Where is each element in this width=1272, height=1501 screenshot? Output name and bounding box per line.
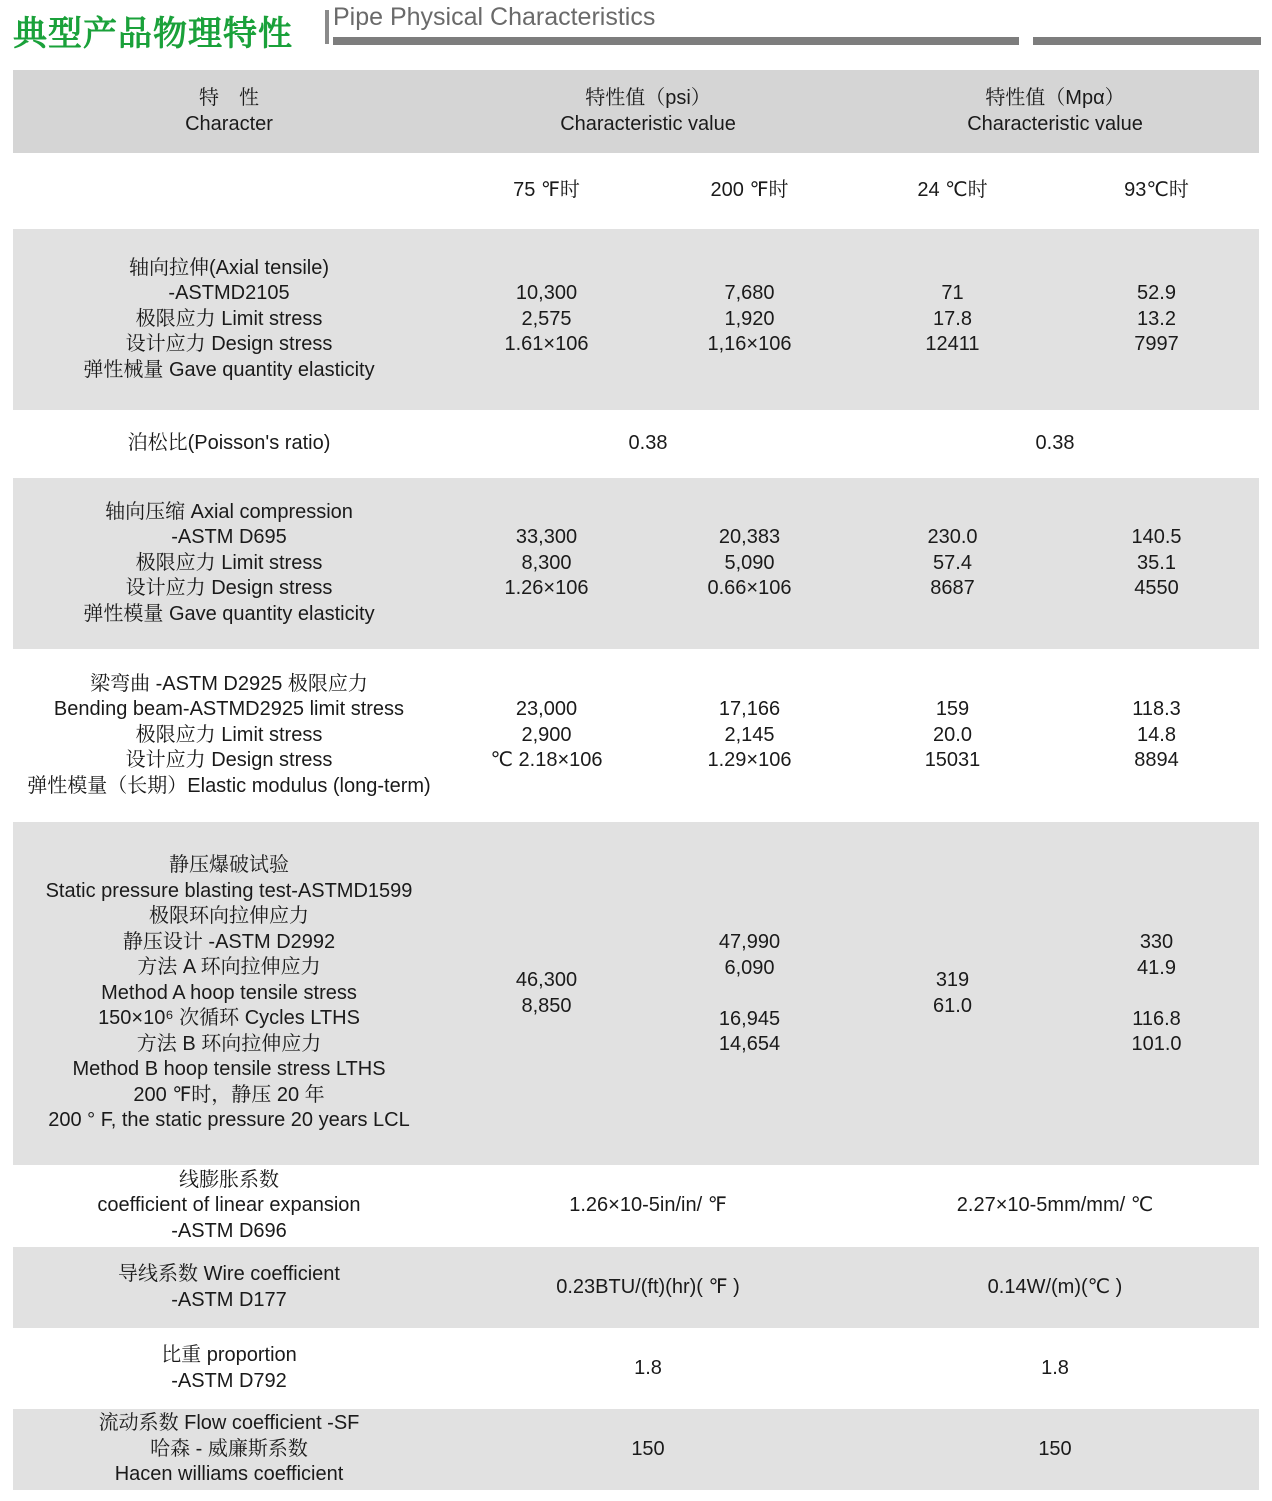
- row-static-pressure-c4: 330 41.9 116.8 101.0: [1131, 931, 1182, 1056]
- row-axial-compression-label: 轴向压缩 Axial compression -ASTM D695 极限应力 Limit stress 设计应力 Design stress 弹性模量 Gave quantity elasticity: [83, 500, 375, 625]
- row-axial-compression-c4: 140.5 35.1 4550: [1131, 526, 1182, 600]
- row-wire-label: 导线系数 Wire coefficient -ASTM D177: [118, 1263, 340, 1311]
- row-bending-c3: 159 20.0 15031: [924, 698, 981, 772]
- title-divider: [325, 10, 329, 44]
- row-proportion-psi: 1.8: [634, 1356, 662, 1379]
- row-static-pressure-c2: 47,990 6,090 16,945 14,654: [718, 931, 781, 1056]
- row-axial-tensile-c3: 71 17.8 12411: [925, 282, 980, 356]
- title-underline-short: [1033, 37, 1261, 45]
- temp-200f: 200 ℉时: [710, 179, 789, 202]
- row-wire-mpa: 0.14W/(m)(℃ ): [987, 1275, 1123, 1298]
- header-mpa: 特性值（Mpα） Characteristic value: [967, 87, 1143, 135]
- row-axial-tensile-label: 轴向拉伸(Axial tensile) -ASTMD2105 极限应力 Limit stress 设计应力 Design stress 弹性械量 Gave quantity elasticity: [83, 256, 375, 381]
- temp-93c: 93℃时: [1124, 179, 1189, 202]
- row-bending-c2: 17,166 2,145 1.29×106: [707, 698, 792, 772]
- row-flow-psi: 150: [631, 1437, 665, 1460]
- row-axial-compression-c2: 20,383 5,090 0.66×106: [707, 526, 792, 600]
- row-flow-mpa: 150: [1038, 1437, 1072, 1460]
- page-title: 典型产品物理特性: [13, 14, 293, 54]
- row-static-pressure-label: 静压爆破试验 Static pressure blasting test-ASTMD1599 极限环向拉伸应力 静压设计 -ASTM D2992 方法 A 环向拉伸应力 Method A hoop tensile stress 150×10⁶ 次循环 Cycles LTHS 方法 B 环向拉伸应力 Method B hoop tensile stress LTHS 200 ℉时，静压 20 年 200 ° F, the static pressure 20 years LCL: [45, 854, 413, 1132]
- row-axial-tensile-c1: 10,300 2,575 1.61×106: [504, 282, 589, 356]
- row-linear-expansion-label: 线膨胀系数 coefficient of linear expansion -ASTM D696: [97, 1168, 361, 1242]
- temp-75f: 75 ℉时: [513, 179, 580, 202]
- row-linear-expansion-mpa: 2.27×10-5mm/mm/ ℃: [956, 1194, 1154, 1217]
- page-subtitle: Pipe Physical Characteristics: [333, 3, 656, 31]
- title-underline-long: [333, 37, 1019, 45]
- row-flow-label: 流动系数 Flow coefficient -SF 哈森 - 威廉斯系数 Hacen williams coefficient: [98, 1412, 360, 1486]
- row-axial-compression-c3: 230.0 57.4 8687: [927, 526, 978, 600]
- row-static-pressure-c3: 319 61.0: [933, 969, 972, 1017]
- row-bending-c4: 118.3 14.8 8894: [1132, 698, 1181, 772]
- row-axial-tensile-c2: 7,680 1,920 1,16×106: [707, 282, 792, 356]
- row-poisson-psi: 0.38: [628, 432, 668, 455]
- temp-24c: 24 ℃时: [917, 179, 988, 202]
- row-axial-tensile-c4: 52.9 13.2 7997: [1134, 282, 1179, 356]
- header-character: 特 性 Character: [185, 87, 273, 135]
- row-static-pressure-c1: 46,300 8,850: [515, 969, 578, 1017]
- header-psi: 特性值（psi） Characteristic value: [560, 87, 736, 135]
- row-bending-c1: 23,000 2,900 ℃ 2.18×106: [490, 698, 603, 772]
- row-linear-expansion-psi: 1.26×10-5in/in/ ℉: [569, 1194, 727, 1217]
- row-proportion-label: 比重 proportion -ASTM D792: [161, 1344, 297, 1392]
- row-axial-compression-c1: 33,300 8,300 1.26×106: [504, 526, 589, 600]
- row-proportion-mpa: 1.8: [1041, 1356, 1069, 1379]
- row-wire-psi: 0.23BTU/(ft)(hr)( ℉ ): [556, 1275, 740, 1298]
- row-poisson-mpa: 0.38: [1035, 432, 1075, 455]
- row-poisson-label: 泊松比(Poisson's ratio): [127, 432, 331, 455]
- row-bending-label: 梁弯曲 -ASTM D2925 极限应力 Bending beam-ASTMD2925 limit stress 极限应力 Limit stress 设计应力 Design stress 弹性模量（长期）Elastic modulus (long-term): [27, 672, 431, 797]
